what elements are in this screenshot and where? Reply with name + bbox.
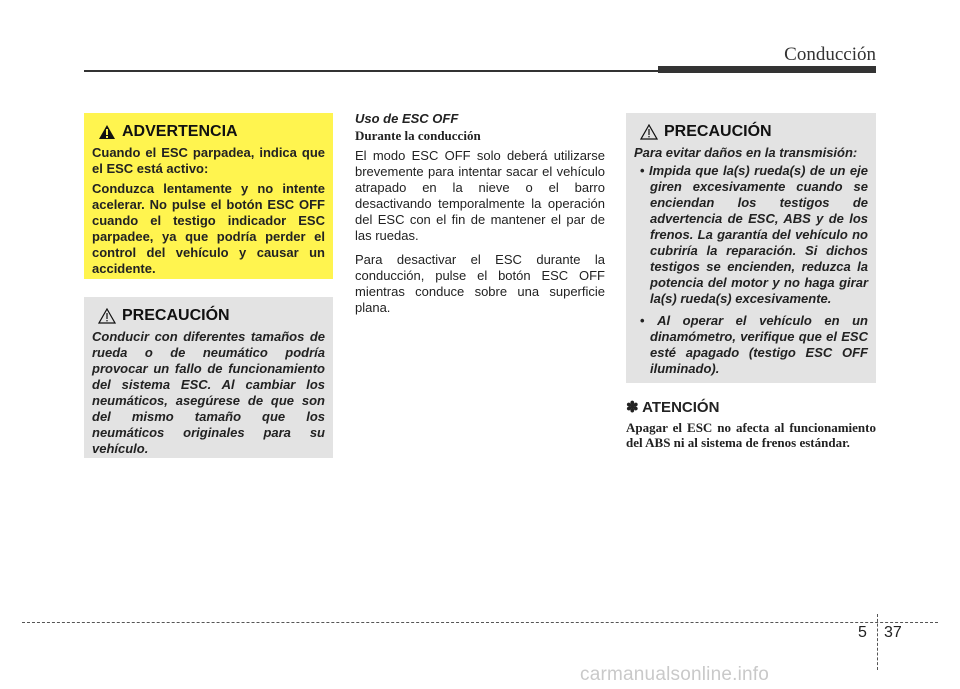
- list-item: • Impida que la(s) rueda(s) de un eje giren excesivamente cuando se enciendan los testigos de advertencia de ESC, ABS y de los frenos. La garantía del vehículo no cubriría la reparación. Si dichos testigos se encienden, reduzca la potencia del motor y no haga girar la(s) rueda(s) excesivamente.: [634, 163, 868, 307]
- header-bar: [658, 66, 876, 73]
- caution-title: [92, 307, 325, 325]
- attention-note: [626, 398, 876, 450]
- caution-text: Conducir con diferentes tamaños de rueda o de neumático podría provocar un fallo de funcionamiento del sistema ESC. Al cambiar los neumáticos, asegúrese de que son del mismo tamaño que los neumáticos originales para su vehículo.: [92, 329, 325, 456]
- caution-box-tire-size: [84, 297, 333, 458]
- caution-box-transmission: [626, 113, 876, 383]
- section-subheading: Durante la conducción: [355, 128, 481, 143]
- footer-divider: [877, 614, 878, 670]
- footer-rule: [22, 622, 938, 623]
- warning-title-text: ADVERTENCIA: [122, 123, 238, 140]
- attention-text: Apagar el ESC no afecta al funcionamiento del ABS ni al sistema de frenos estándar.: [626, 420, 876, 450]
- section-heading: Uso de ESC OFF: [355, 111, 459, 126]
- attention-title: ✽ ATENCIÓN: [626, 399, 720, 416]
- caution-intro: Para evitar daños en la transmisión:: [634, 145, 858, 160]
- caution-list: [634, 163, 868, 377]
- list-item: • Al operar el vehículo en un dinamómetro, verifique que el ESC esté apagado (testigo ESC OFF iluminado).: [634, 313, 868, 377]
- caution-title: [634, 123, 868, 141]
- warning-triangle-icon: [98, 124, 116, 140]
- warning-box: [84, 113, 333, 279]
- watermark: carmanualsonline.info: [580, 664, 770, 685]
- caution-title-text: PRECAUCIÓN: [664, 123, 772, 140]
- warning-title: [92, 123, 325, 141]
- section-paragraph-1: El modo ESC OFF solo deberá utilizarse brevemente para intentar sacar el vehículo atrapado en la nieve o el barro desactivando temporalmente la operación del ESC con el fin de mantener el par de las ruedas.: [355, 148, 605, 243]
- warning-paragraph-1: Cuando el ESC parpadea, indica que el ESC está activo:: [92, 145, 325, 176]
- page-number: 37: [884, 624, 902, 641]
- section-paragraph-2: Para desactivar el ESC durante la conducción, pulse el botón ESC OFF mientras conduce sobre una superficie plana.: [355, 252, 605, 315]
- chapter-number: 5: [858, 624, 867, 641]
- header-rule: [84, 70, 658, 72]
- header-title: Conducción: [784, 44, 876, 65]
- esc-off-section: [355, 111, 605, 324]
- caution-triangle-icon: [640, 124, 658, 140]
- caution-triangle-icon: [98, 308, 116, 324]
- caution-title-text: PRECAUCIÓN: [122, 307, 230, 324]
- warning-paragraph-2: Conduzca lentamente y no intente acelerar. No pulse el botón ESC OFF cuando el testigo indicador ESC parpadee, ya que podría perder el control del vehículo y causar un accidente.: [92, 181, 325, 276]
